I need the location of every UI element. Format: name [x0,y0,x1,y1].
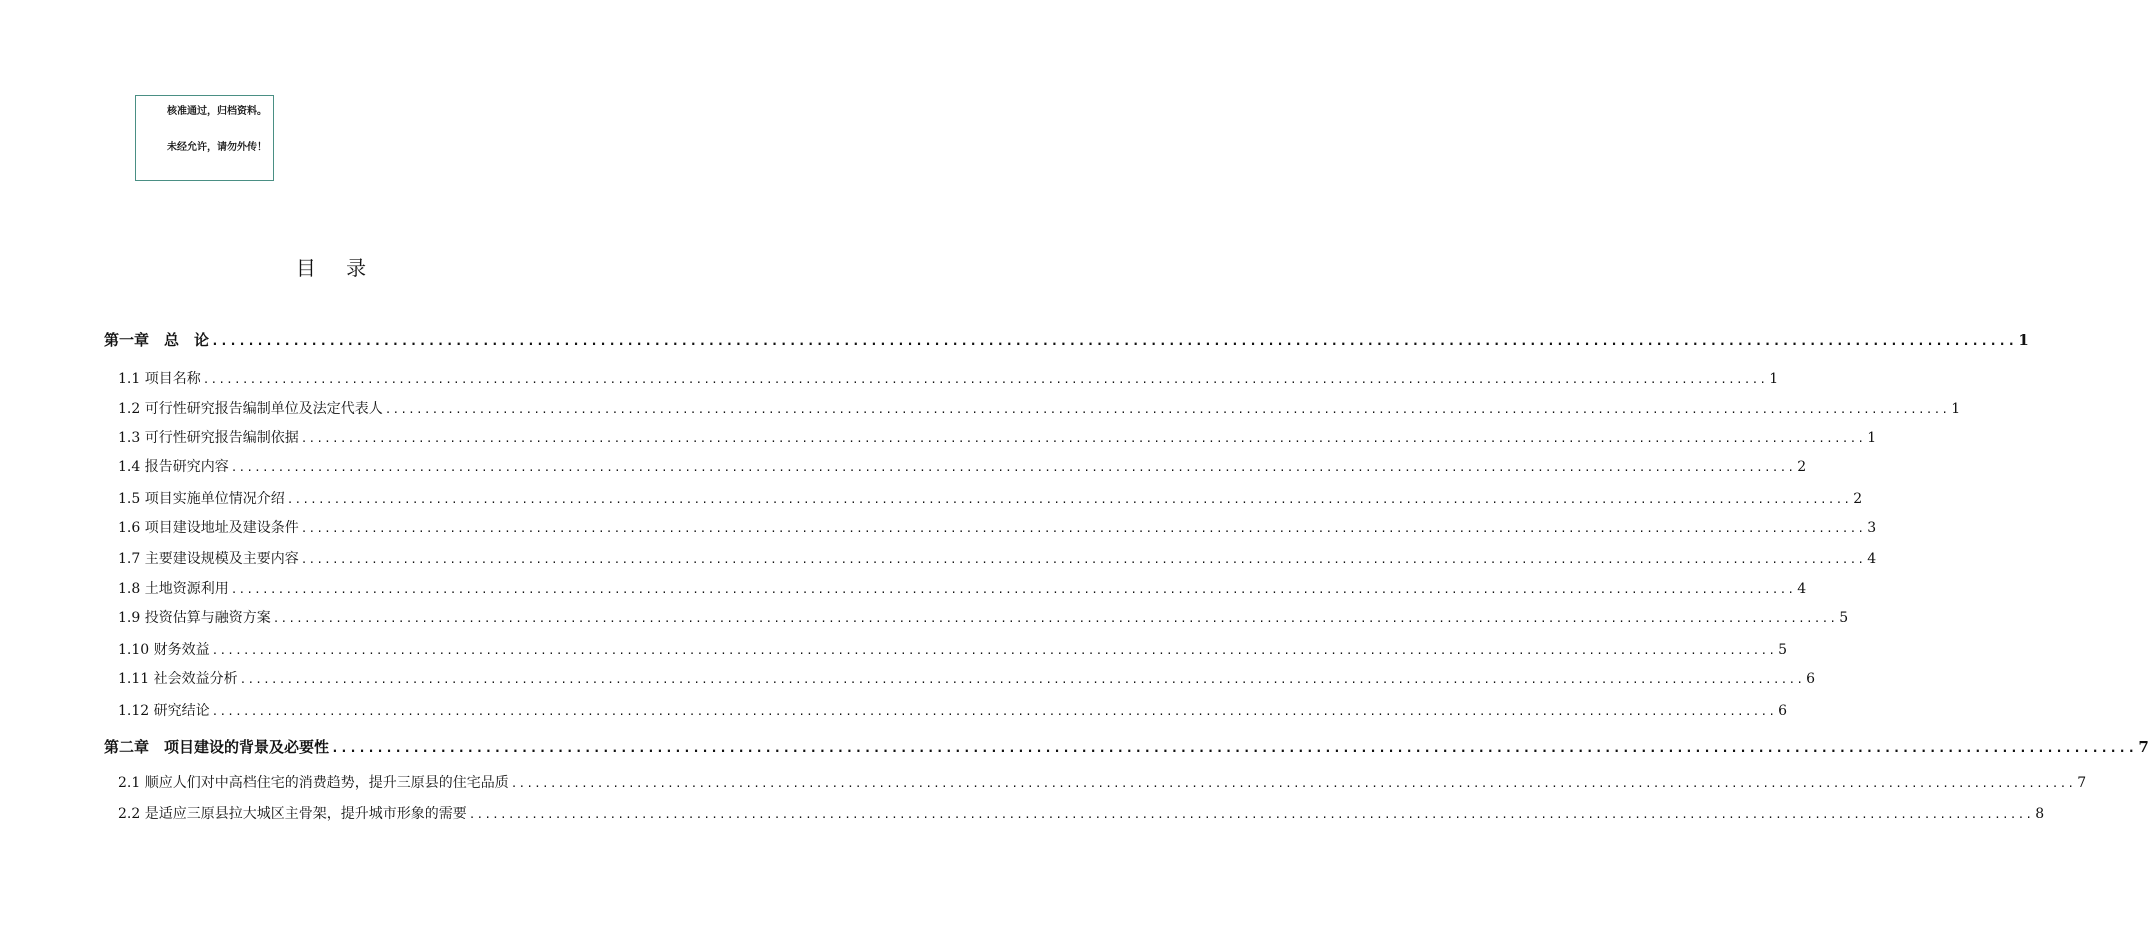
toc-entry-label: 1.6 项目建设地址及建设条件 [118,520,299,536]
toc-page-number: 2 [1853,491,1863,507]
toc-entry-label: 1.3 可行性研究报告编制依据 [118,430,299,446]
toc-leader-dots: ........................................................................................................................................................................................................ [286,493,1852,506]
toc-leader-dots: ........................................................................................................................................................................................................ [300,553,1866,566]
toc-chapter-entry[interactable] [104,329,2029,350]
toc-leader-dots: ........................................................................................................................................................................................................ [331,741,2137,756]
toc-entry-label: 1.5 项目实施单位情况介绍 [118,491,285,507]
toc-page-number: 5 [1839,610,1849,626]
toc-page-number: 6 [1778,703,1788,719]
toc-entry-label: 2.2 是适应三原县拉大城区主骨架，提升城市形象的需要 [118,806,467,822]
toc-leader-dots: ........................................................................................................................................................................................................ [230,583,1796,596]
toc-leader-dots: ........................................................................................................................................................................................................ [300,432,1866,445]
stamp-line-confidential: 未经允许，请勿外传！ [167,142,267,153]
toc-title: 目 录 [295,256,379,280]
toc-leader-dots: ........................................................................................................................................................................................................ [211,705,1777,718]
toc-leader-dots: ........................................................................................................................................................................................................ [211,334,2017,349]
toc-page-number: 7 [2138,738,2149,756]
toc-entry-label: 2.1 顺应人们对中高档住宅的消费趋势，提升三原县的住宅品质 [118,775,509,791]
toc-entry-label: 1.8 土地资源利用 [118,581,229,597]
toc-section-entry[interactable] [118,456,1807,476]
toc-page-number: 6 [1806,671,1816,687]
toc-entry-label: 第一章 总 论 [104,331,210,349]
toc-page-number: 7 [2077,775,2087,791]
archive-stamp [135,95,274,181]
toc-page-number: 1 [1867,430,1877,446]
toc-leader-dots: ........................................................................................................................................................................................................ [211,644,1777,657]
toc-page-number: 8 [2035,806,2045,822]
toc-page-number: 1 [1769,371,1779,387]
toc-entry-label: 第二章 项目建设的背景及必要性 [104,738,330,756]
toc-entry-label: 1.10 财务效益 [118,642,210,658]
toc-page-number: 1 [1951,401,1961,417]
toc-section-entry[interactable] [118,398,1961,418]
toc-page-number: 2 [1797,459,1807,475]
toc-leader-dots: ........................................................................................................................................................................................................ [239,673,1805,686]
toc-leader-dots: ........................................................................................................................................................................................................ [272,612,1838,625]
toc-leader-dots: ........................................................................................................................................................................................................ [300,522,1866,535]
toc-section-entry[interactable] [118,517,1877,537]
toc-page-number: 5 [1778,642,1788,658]
toc-entry-label: 1.1 项目名称 [118,371,201,387]
toc-chapter-entry[interactable] [104,736,2149,757]
toc-leader-dots: ........................................................................................................................................................................................................ [384,403,1950,416]
toc-section-entry[interactable] [118,578,1807,598]
toc-page-number: 3 [1867,520,1877,536]
toc-section-entry[interactable] [118,488,1863,508]
toc-section-entry[interactable] [118,639,1788,659]
toc-page-number: 4 [1867,551,1877,567]
toc-section-entry[interactable] [118,607,1849,627]
toc-leader-dots: ........................................................................................................................................................................................................ [202,373,1768,386]
stamp-line-approved: 核准通过，归档资料。 [167,106,267,117]
toc-section-entry[interactable] [118,548,1877,568]
toc-section-entry[interactable] [118,427,1877,447]
toc-entry-label: 1.7 主要建设规模及主要内容 [118,551,299,567]
toc-entry-label: 1.9 投资估算与融资方案 [118,610,271,626]
toc-section-entry[interactable] [118,772,2087,792]
toc-section-entry[interactable] [118,803,2045,823]
toc-entry-label: 1.12 研究结论 [118,703,210,719]
toc-entry-label: 1.11 社会效益分析 [118,671,238,687]
toc-leader-dots: ........................................................................................................................................................................................................ [468,808,2034,821]
toc-entry-label: 1.2 可行性研究报告编制单位及法定代表人 [118,401,383,417]
toc-leader-dots: ........................................................................................................................................................................................................ [230,461,1796,474]
toc-leader-dots: ........................................................................................................................................................................................................ [510,777,2076,790]
toc-section-entry[interactable] [118,368,1779,388]
toc-page-number: 1 [2018,331,2029,349]
toc-section-entry[interactable] [118,668,1816,688]
toc-page-number: 4 [1797,581,1807,597]
toc-section-entry[interactable] [118,700,1788,720]
toc-entry-label: 1.4 报告研究内容 [118,459,229,475]
